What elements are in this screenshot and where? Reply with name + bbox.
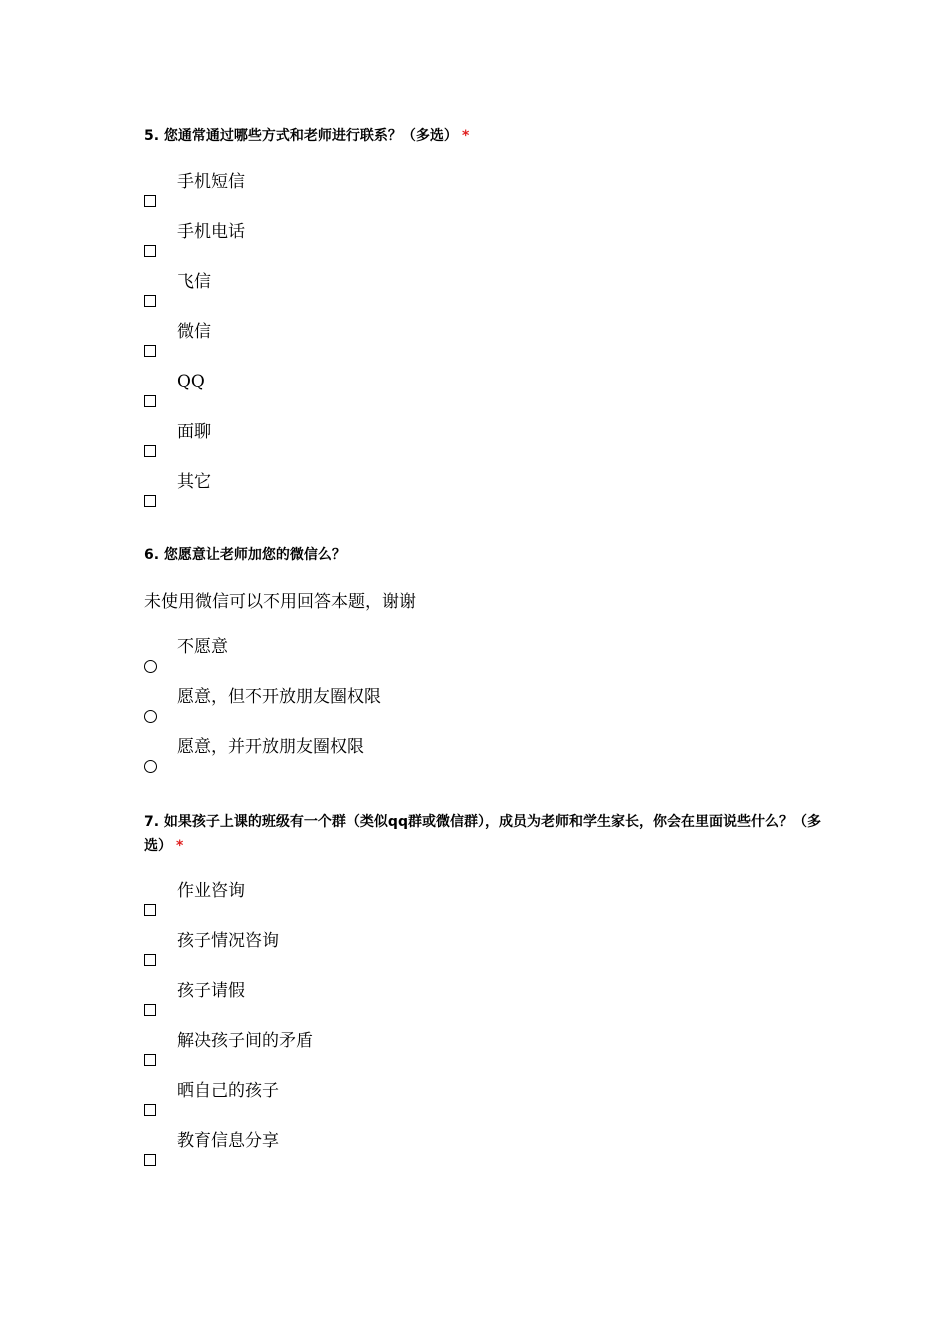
q7-option-4[interactable] (144, 1031, 544, 1071)
checkbox[interactable] (144, 245, 156, 257)
question-7-title (144, 810, 824, 858)
q7-option-1[interactable] (144, 881, 544, 921)
checkbox[interactable] (144, 1104, 156, 1116)
q5-option-3[interactable] (144, 272, 544, 312)
q6-option-3[interactable] (144, 737, 544, 777)
q5-option-5[interactable] (144, 372, 544, 412)
q7-option-2[interactable] (144, 931, 544, 971)
checkbox[interactable] (144, 954, 156, 966)
q6-option-1[interactable] (144, 637, 544, 677)
q5-option-6[interactable] (144, 422, 544, 462)
q5-option-2[interactable] (144, 222, 544, 262)
option-label: 作业咨询 (177, 881, 245, 901)
q5-option-4[interactable] (144, 322, 544, 362)
question-6-title (144, 543, 824, 567)
q7-option-3[interactable] (144, 981, 544, 1021)
q5-option-7[interactable] (144, 472, 544, 512)
radio-button[interactable] (144, 710, 157, 723)
q7-option-5[interactable] (144, 1081, 544, 1121)
checkbox[interactable] (144, 345, 156, 357)
checkbox[interactable] (144, 1054, 156, 1066)
option-label: 孩子情况咨询 (177, 931, 279, 951)
checkbox[interactable] (144, 195, 156, 207)
question-5-text: 5. 您通常通过哪些方式和老师进行联系？（多选） (144, 128, 458, 144)
option-label: QQ (177, 372, 205, 392)
required-mark: * (176, 838, 184, 854)
question-5-title (144, 124, 824, 148)
checkbox[interactable] (144, 295, 156, 307)
option-label: 其它 (177, 472, 211, 492)
checkbox[interactable] (144, 495, 156, 507)
option-label: 愿意，但不开放朋友圈权限 (177, 687, 381, 707)
option-label: 愿意，并开放朋友圈权限 (177, 737, 364, 757)
option-label: 孩子请假 (177, 981, 245, 1001)
checkbox[interactable] (144, 1004, 156, 1016)
question-6-description: 未使用微信可以不用回答本题，谢谢 (144, 592, 416, 612)
question-6-text: 6. 您愿意让老师加您的微信么？ (144, 547, 346, 563)
question-7-text: 7. 如果孩子上课的班级有一个群（类似qq群或微信群），成员为老师和学生家长，你会在里面说些什么？（多选） (144, 814, 821, 854)
option-label: 教育信息分享 (177, 1131, 279, 1151)
checkbox[interactable] (144, 395, 156, 407)
option-label: 不愿意 (177, 637, 228, 657)
option-label: 手机电话 (177, 222, 245, 242)
option-label: 解决孩子间的矛盾 (177, 1031, 313, 1051)
option-label: 飞信 (177, 272, 211, 292)
checkbox[interactable] (144, 1154, 156, 1166)
required-mark: * (461, 128, 470, 144)
q5-option-1[interactable] (144, 172, 544, 212)
option-label: 微信 (177, 322, 211, 342)
radio-button[interactable] (144, 760, 157, 773)
radio-button[interactable] (144, 660, 157, 673)
option-label: 晒自己的孩子 (177, 1081, 279, 1101)
q6-option-2[interactable] (144, 687, 544, 727)
option-label: 手机短信 (177, 172, 245, 192)
option-label: 面聊 (177, 422, 211, 442)
checkbox[interactable] (144, 904, 156, 916)
q7-option-6[interactable] (144, 1131, 544, 1171)
checkbox[interactable] (144, 445, 156, 457)
